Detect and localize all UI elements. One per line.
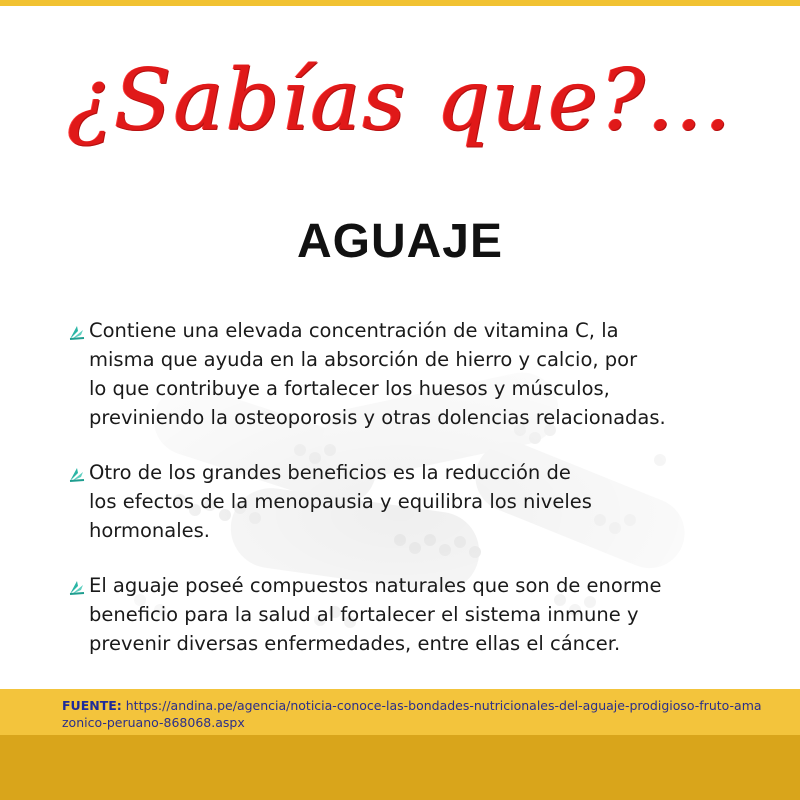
source-url[interactable]: https://andina.pe/agencia/noticia-conoce-las-bondades-nutricionales-del-aguaje-prodigioso-fruto-amazonico-peruano-868068.aspx bbox=[62, 698, 762, 730]
footer-band-dark bbox=[0, 735, 800, 800]
bullet-text: Contiene una elevada concentración de vitamina C, la misma que ayuda en la absorción de hierro y calcio, por lo que contribuye a fortalecer los huesos y músculos, previniendo la osteoporosis y otras dolencias relacionadas. bbox=[89, 319, 666, 429]
list-item bbox=[68, 571, 768, 658]
source-label: FUENTE: bbox=[62, 698, 122, 713]
list-item bbox=[68, 316, 768, 432]
source-citation bbox=[62, 697, 762, 731]
teal-leaf-bullet-icon bbox=[68, 465, 86, 483]
top-stripe bbox=[0, 0, 800, 6]
bullet-text: El aguaje poseé compuestos naturales que son de enorme beneficio para la salud al fortalecer el sistema inmune y prevenir diversas enfermedades, entre ellas el cáncer. bbox=[89, 574, 662, 655]
headline-sabias-que: ¿Sabías que?... bbox=[67, 51, 733, 149]
list-item bbox=[68, 458, 768, 545]
bullet-list bbox=[68, 316, 768, 684]
bullet-text: Otro de los grandes beneficios es la reducción de los efectos de la menopausia y equilibra los niveles hormonales. bbox=[89, 461, 592, 542]
teal-leaf-bullet-icon bbox=[68, 578, 86, 596]
teal-leaf-bullet-icon bbox=[68, 323, 86, 341]
page-title: AGUAJE bbox=[296, 215, 504, 268]
